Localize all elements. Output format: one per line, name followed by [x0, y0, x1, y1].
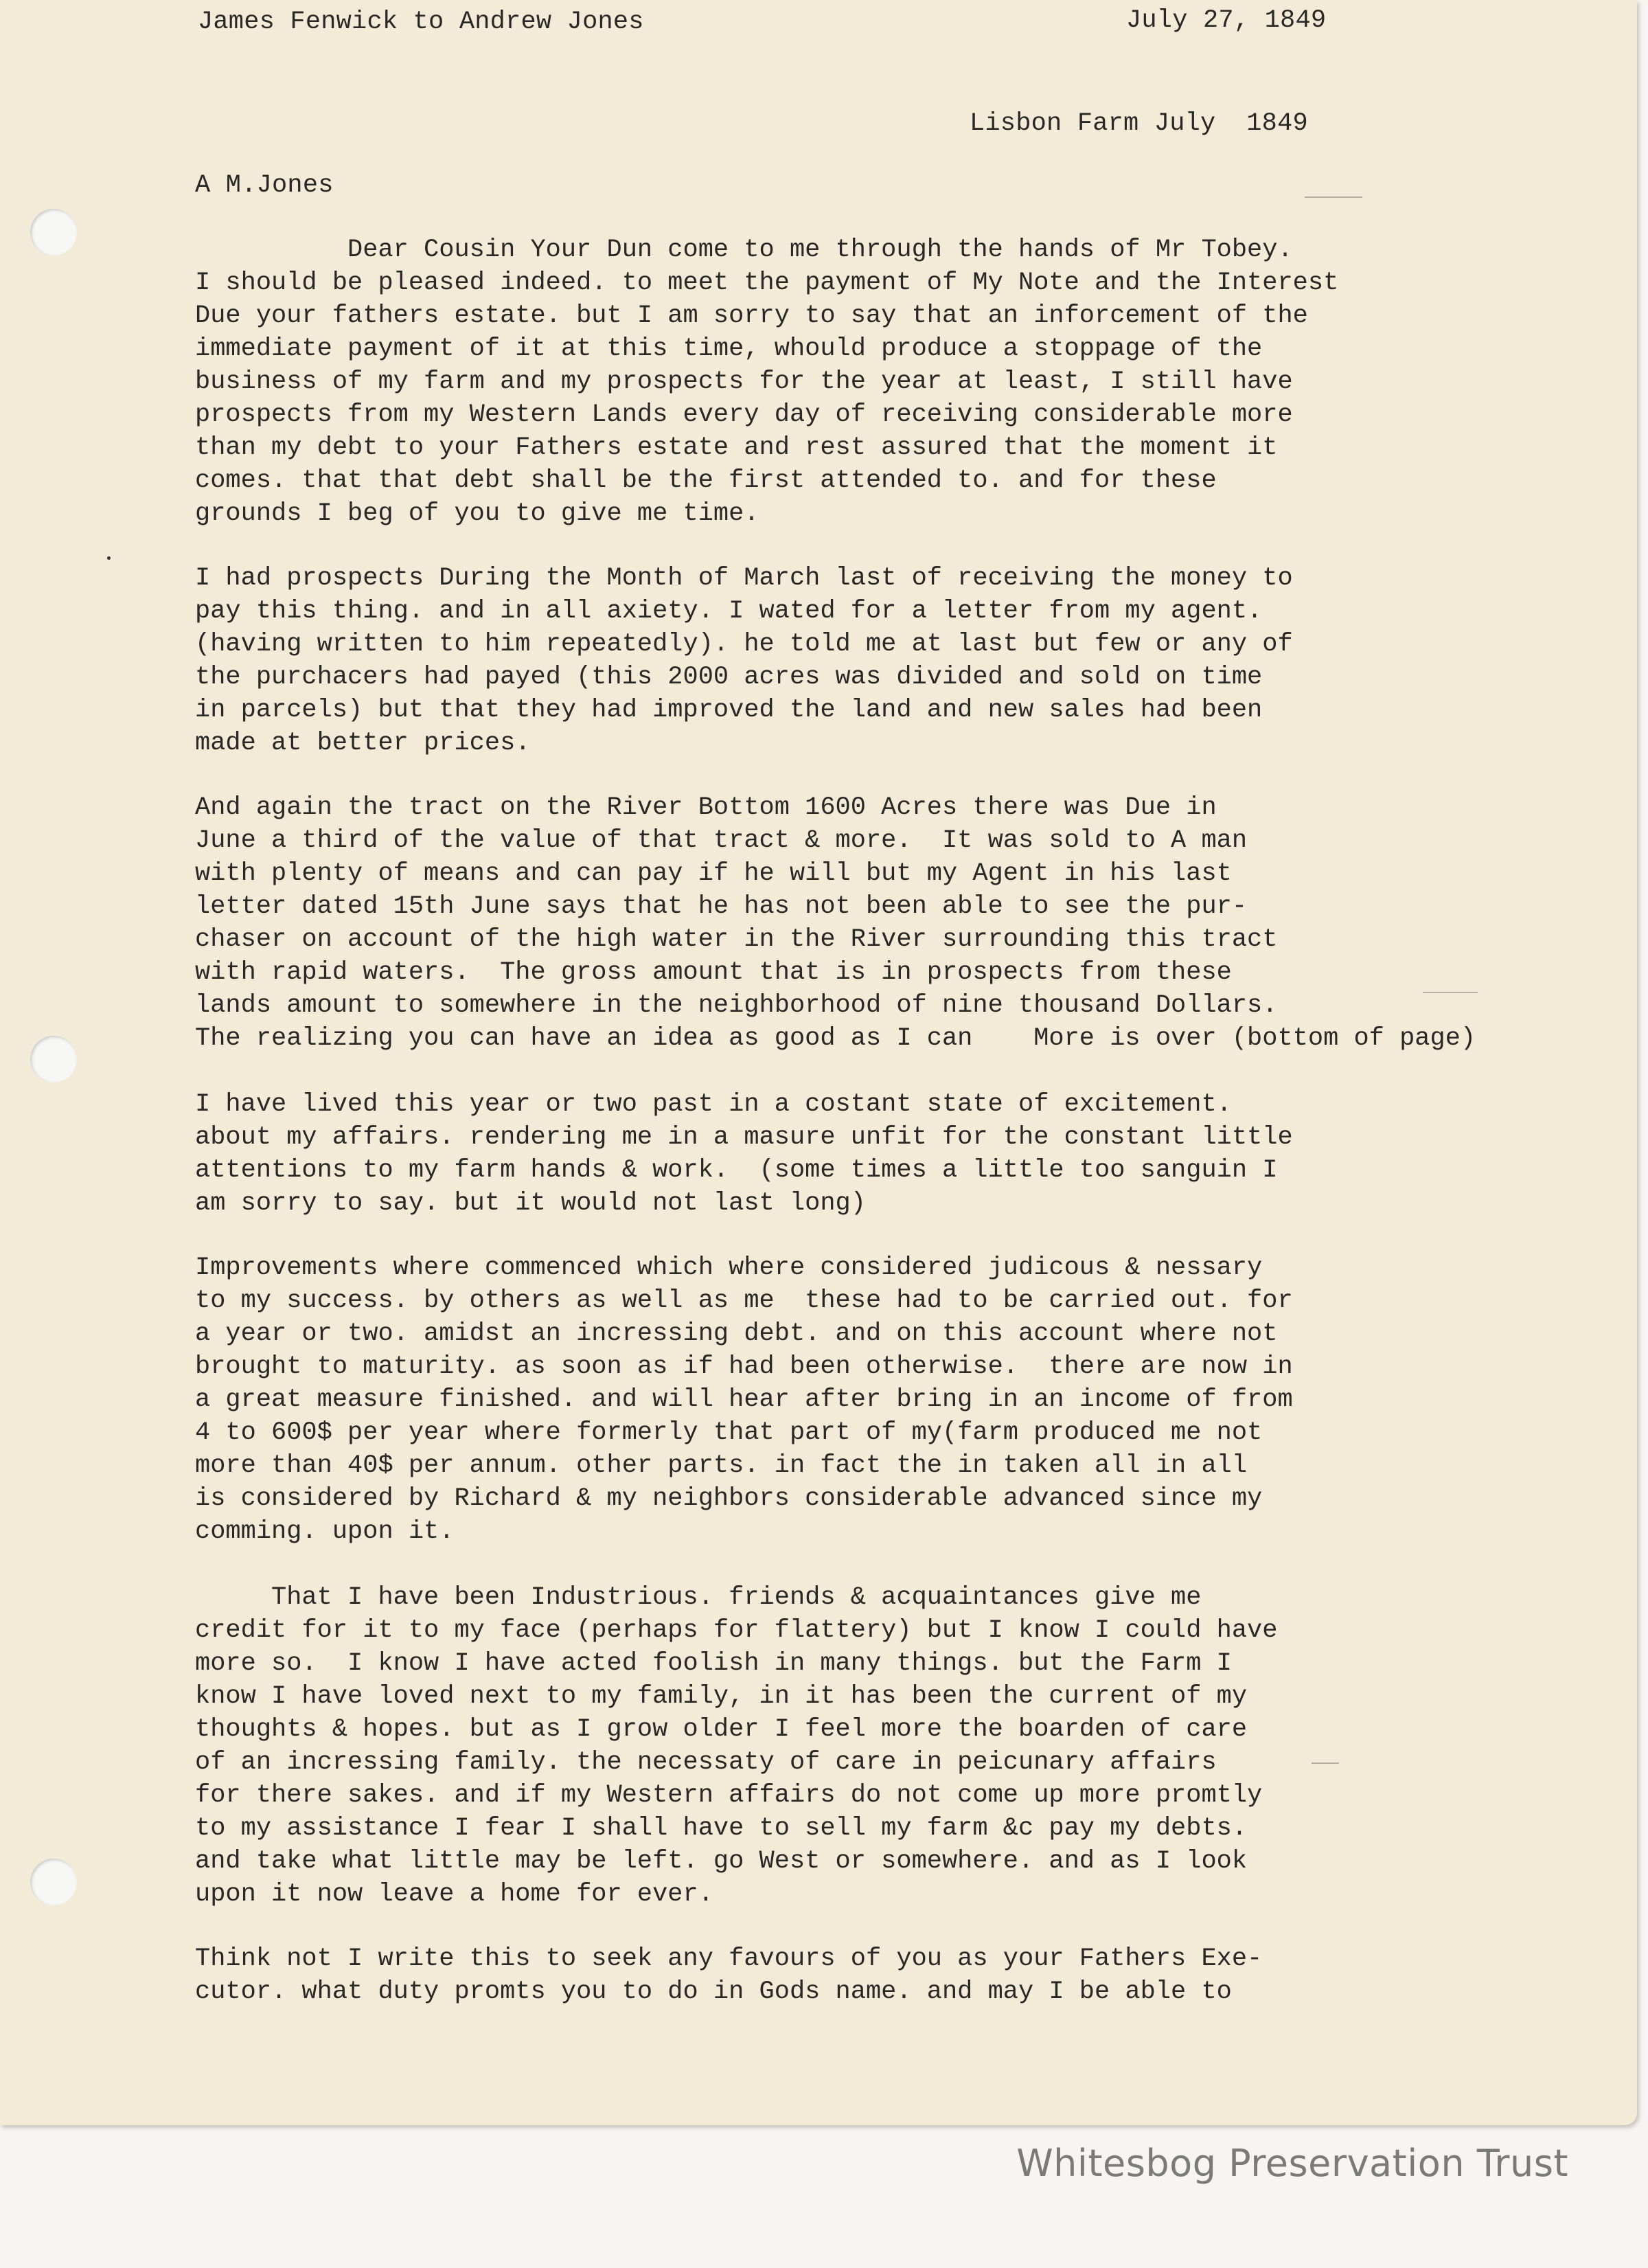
letter-line: letter dated 15th June says that he has not been able to see the pur- — [195, 892, 1248, 921]
letter-line: grounds I beg of you to give me time. — [195, 499, 759, 528]
letter-line: That I have been Industrious. friends & acquaintances give me — [195, 1583, 1202, 1612]
letter-line: to my assistance I fear I shall have to sell my farm &c pay my debts. — [195, 1814, 1248, 1843]
stray-mark — [1312, 1762, 1339, 1764]
letter-line: immediate payment of it at this time, whould produce a stoppage of the — [195, 334, 1263, 363]
letter-line: pay this thing. and in all axiety. I wated for a letter from my agent. — [195, 597, 1263, 626]
paragraph-6 — [195, 1581, 1277, 1911]
letter-line: comming. upon it. — [195, 1517, 455, 1546]
letter-line: 4 to 600$ per year where formerly that part of my(farm produced me not — [195, 1418, 1263, 1447]
stray-mark — [1305, 196, 1362, 198]
binder-hole — [30, 1036, 77, 1082]
letter-line: I had prospects During the Month of March last of receiving the money to — [195, 564, 1293, 593]
letter-line: upon it now leave a home for ever. — [195, 1880, 713, 1909]
paragraph-3 — [195, 791, 1476, 1055]
letter-line: is considered by Richard & my neighbors considerable advanced since my — [195, 1484, 1263, 1513]
paragraph-1 — [195, 234, 1338, 530]
letter-line: I should be pleased indeed. to meet the payment of My Note and the Interest — [195, 269, 1339, 297]
letter-line: (having written to him repeatedly). he told me at last but few or any of — [195, 630, 1293, 659]
letter-line: a year or two. amidst an incressing debt. and on this account where not — [195, 1319, 1278, 1348]
letter-line: with plenty of means and can pay if he will but my Agent in his last — [195, 859, 1232, 888]
letter-line: with rapid waters. The gross amount that is in prospects from these — [195, 958, 1232, 987]
letter-line: know I have loved next to my family, in it has been the current of my — [195, 1682, 1248, 1711]
letter-line: The realizing you can have an idea as good as I can More is over (bottom of page) — [195, 1024, 1476, 1053]
letter-line: in parcels) but that they had improved the land and new sales had been — [195, 696, 1263, 725]
paragraph-5 — [195, 1251, 1293, 1548]
stray-mark — [1423, 992, 1478, 993]
letter-line: business of my farm and my prospects for the year at least, I still have — [195, 367, 1293, 396]
paragraph-4 — [195, 1088, 1293, 1220]
letter-line: attentions to my farm hands & work. (some times a little too sanguin I — [195, 1156, 1278, 1185]
binder-hole — [30, 1859, 77, 1905]
letter-line: credit for it to my face (perhaps for flattery) but I know I could have — [195, 1616, 1278, 1645]
header-correspondents: James Fenwick to Andrew Jones — [198, 8, 644, 36]
letter-line: Dear Cousin Your Dun come to me through the hands of Mr Tobey. — [195, 236, 1293, 264]
letter-line: a great measure finished. and will hear after bring in an income of from — [195, 1385, 1293, 1414]
letter-line: brought to maturity. as soon as if had been otherwise. there are now in — [195, 1352, 1293, 1381]
letter-line: chaser on account of the high water in the River surrounding this tract — [195, 925, 1278, 954]
letter-line: and take what little may be left. go West or somewhere. and as I look — [195, 1847, 1248, 1876]
paragraph-2 — [195, 562, 1293, 760]
letter-line: for there sakes. and if my Western affairs do not come up more promtly — [195, 1781, 1263, 1810]
binder-hole — [30, 209, 77, 256]
header-date: July 27, 1849 — [1126, 6, 1327, 35]
letter-line: June a third of the value of that tract & more. It was sold to A man — [195, 826, 1248, 855]
letter-line: comes. that that debt shall be the first attended to. and for these — [195, 466, 1217, 495]
letter-line: lands amount to somewhere in the neighborhood of nine thousand Dollars. — [195, 991, 1278, 1020]
letter-line: thoughts & hopes. but as I grow older I feel more the boarden of care — [195, 1715, 1248, 1744]
letter-line: of an incressing family. the necessaty of care in peicunary affairs — [195, 1748, 1217, 1777]
letter-line: And again the tract on the River Bottom 1600 Acres there was Due in — [195, 793, 1217, 822]
letter-line: about my affairs. rendering me in a masure unfit for the constant little — [195, 1123, 1293, 1152]
letter-line: Think not I write this to seek any favours of you as your Fathers Exe- — [195, 1944, 1263, 1973]
letter-line: cutor. what duty promts you to do in Gods name. and may I be able to — [195, 1977, 1232, 2006]
place-date-line: Lisbon Farm July 1849 — [970, 109, 1308, 138]
letter-line: more so. I know I have acted foolish in many things. but the Farm I — [195, 1649, 1232, 1678]
letter-line: Improvements where commenced which where considered judicous & nessary — [195, 1254, 1263, 1282]
letter-line: made at better prices. — [195, 729, 531, 758]
paragraph-7 — [195, 1942, 1262, 2008]
watermark-credit: Whitesbog Preservation Trust — [1016, 2142, 1568, 2185]
letter-line: Due your fathers estate. but I am sorry to say that an inforcement of the — [195, 302, 1308, 330]
letter-line: more than 40$ per annum. other parts. in fact the in taken all in all — [195, 1451, 1248, 1480]
letter-line: to my success. by others as well as me these had to be carried out. for — [195, 1286, 1293, 1315]
letter-line: prospects from my Western Lands every day of receiving considerable more — [195, 400, 1293, 429]
salutation: A M.Jones — [195, 171, 334, 200]
stray-mark — [107, 556, 111, 560]
letter-line: the purchacers had payed (this 2000 acres was divided and sold on time — [195, 663, 1263, 692]
letter-line: am sorry to say. but it would not last long) — [195, 1189, 866, 1218]
letter-line: I have lived this year or two past in a costant state of excitement. — [195, 1090, 1232, 1119]
letter-line: than my debt to your Fathers estate and rest assured that the moment it — [195, 433, 1278, 462]
